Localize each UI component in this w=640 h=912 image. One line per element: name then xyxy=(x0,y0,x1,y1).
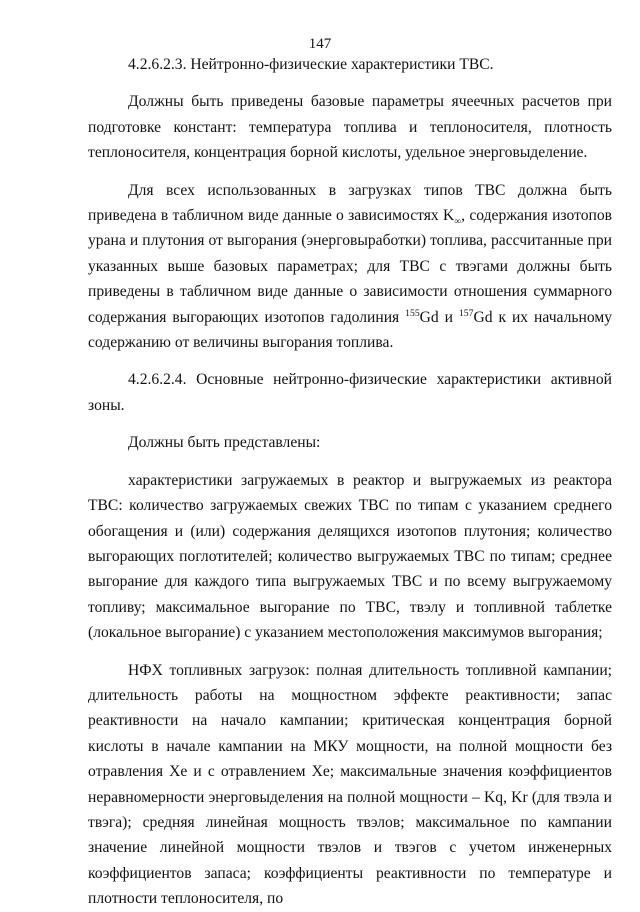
section-heading-4-2-6-2-3: 4.2.6.2.3. Нейтронно-физические характеристики ТВС. xyxy=(128,56,494,73)
text-segment: , содержания изотопов урана и плутония от выгорания (энерговыработки) топлива, рассчитанные при указанных выше базовых параметрах; для ТВС с твэгами должны быть приведены в табличном виде данные о зависимости отношения суммарного содержания выгорающих изотопов гадолиния xyxy=(88,207,612,326)
document-body xyxy=(88,52,612,912)
isotope-mass-155: 155 xyxy=(405,307,420,319)
paragraph-should-be-presented: Должны быть представлены: xyxy=(128,434,321,452)
paragraph-tvs-dependencies xyxy=(88,178,612,356)
paragraph-base-parameters: Должны быть приведены базовые параметры ячеечных расчетов при подготовке констант: температура топлива и теплоносителя, плотность теплоносителя, концентрация борной кислоты, удельное энерговыделение. xyxy=(88,93,612,162)
section-heading-4-2-6-2-4: 4.2.6.2.4. Основные нейтронно-физические характеристики активной зоны. xyxy=(88,371,612,414)
text-segment: Gd к их начальному содержанию от величины выгорания топлива. xyxy=(88,308,612,352)
k-infinity-subscript: ∞ xyxy=(454,216,462,228)
isotope-mass-157: 157 xyxy=(458,307,474,319)
text-segment: Gd и xyxy=(419,308,459,326)
paragraph-nfh-fuel-loads: НФХ топливных загрузок: полная длительность топливной кампании; длительность работы на мощностном эффекте реактивности; запас реактивности на начало кампании; критическая концентрация борной кислоты в начале кампании на МКУ мощности, на полной мощности без отравления Xe и с отравлением Xe; максимальные значения коэффициентов неравномерности энерговыделения на полной мощности – Kq, Kr (для твэла и твэга); средняя линейная мощность твэлов; максимальное по кампании значение линейной мощности твэлов и твэгов с учетом инженерных коэффициентов запаса; коэффициенты реактивности по температуре и плотности теплоносителя, по xyxy=(88,661,612,908)
page-number: 147 xyxy=(308,36,332,52)
paragraph-tvs-characteristics: характеристики загружаемых в реактор и выгружаемых из реактора ТВС: количество загружаемых свежих ТВС по типам с указанием среднего обогащения и (или) содержания делящихся изотопов плутония; количество выгорающих поглотителей; количество выгружаемых ТВС по типам; среднее выгорание для каждого типа выгружаемых ТВС и по всему выгружаемому топливу; максимальное выгорание по ТВС, твэлу и топливной таблетке (локальное выгорание) с указанием местоположения максимумов выгорания; xyxy=(88,471,612,642)
text-segment: Для всех использованных в загрузках типов ТВС должна быть приведена в табличном виде данные о зависимостях K xyxy=(88,181,612,225)
